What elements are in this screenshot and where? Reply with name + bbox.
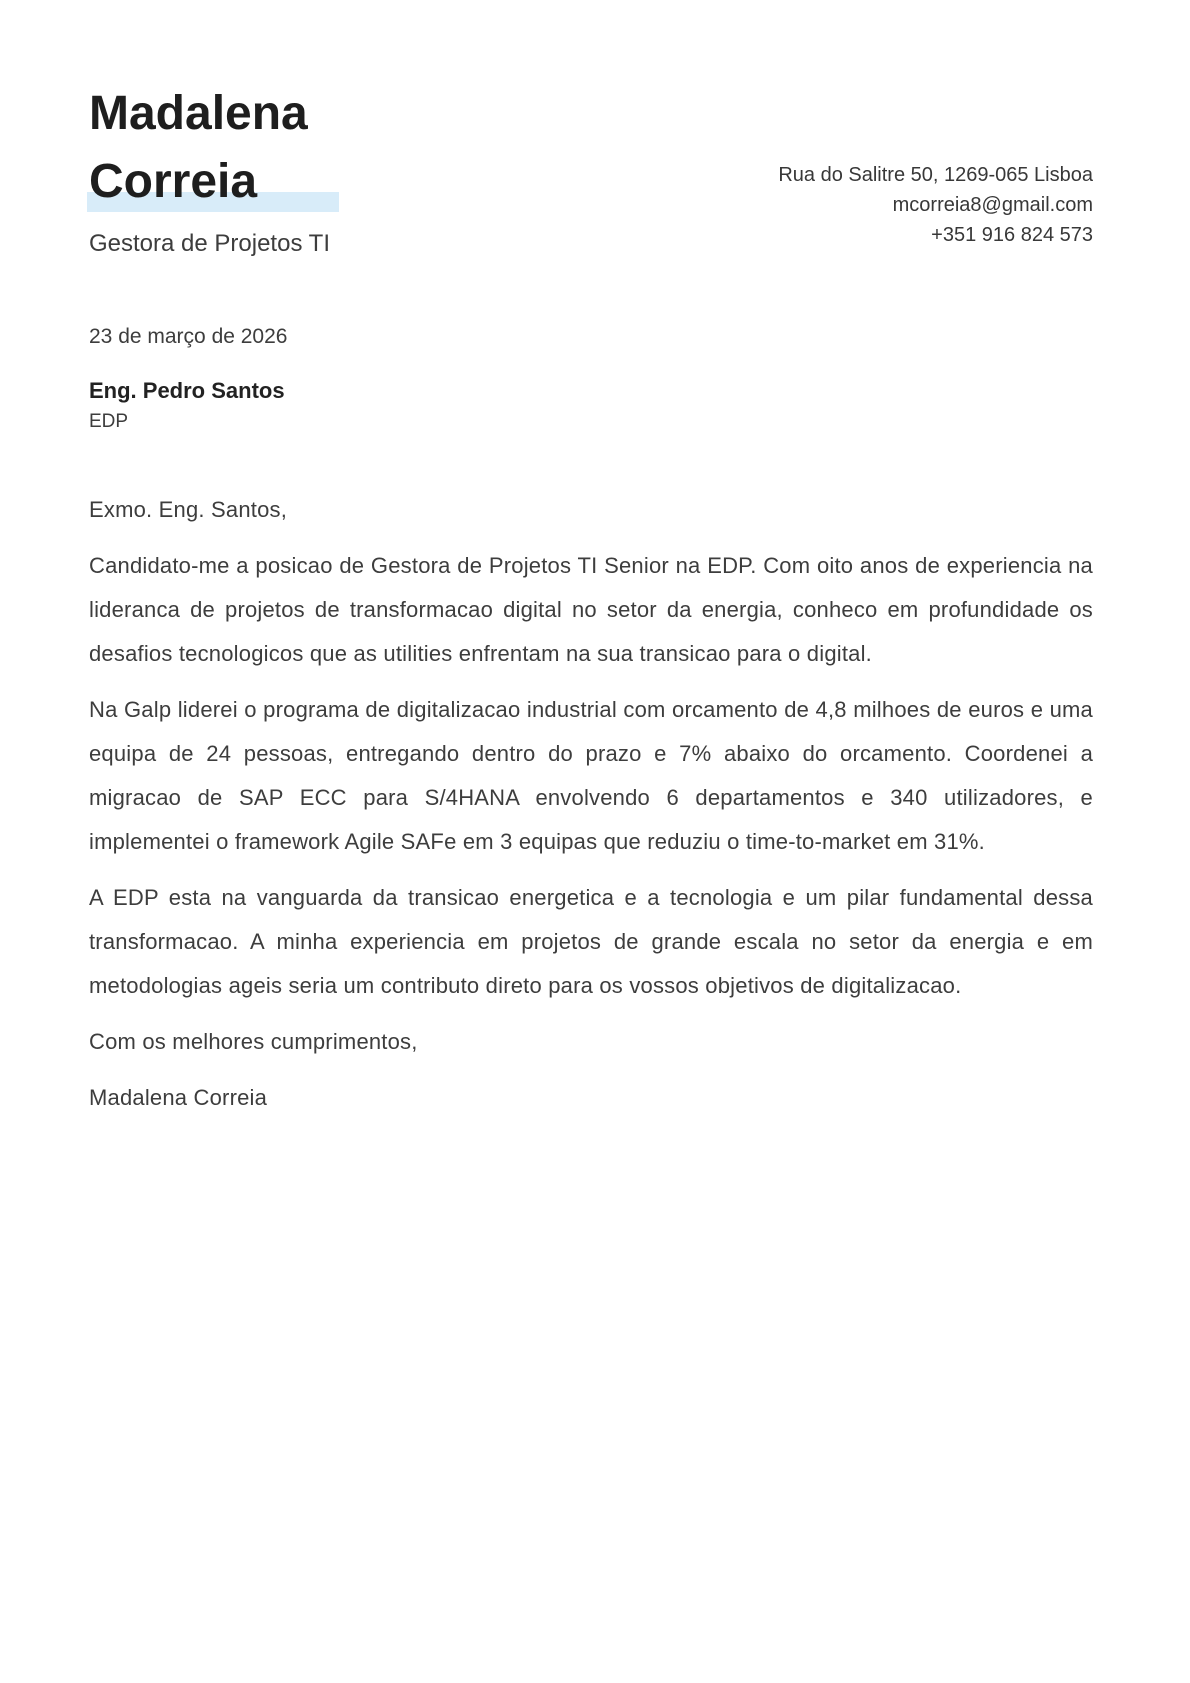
contact-address: Rua do Salitre 50, 1269-065 Lisboa	[778, 164, 1093, 186]
letter-main	[89, 324, 1093, 1120]
person-first-name: Madalena	[89, 87, 308, 140]
job-title: Gestora de Projetos TI	[89, 230, 331, 257]
letter-header	[89, 60, 1093, 260]
name-block	[89, 60, 330, 260]
contact-email: mcorreia8@gmail.com	[892, 194, 1093, 216]
letter-body	[89, 488, 1093, 1120]
paragraph-2: Na Galp liderei o programa de digitalizacao industrial com orcamento de 4,8 milhoes de euros e uma equipa de 24 pessoas, entregando dentro do prazo e 7% abaixo do orcamento. Coordenei a migracao de SAP ECC para S/4HANA envolvendo 6 departamentos e 340 utilizadores, e implementei o framework Agile SAFe em 3 equipas que reduziu o time-to-market em 31%.	[89, 697, 1093, 854]
recipient-block	[89, 376, 1093, 435]
contact-info	[778, 160, 1093, 250]
person-name	[89, 80, 330, 216]
person-last-name-wrap	[89, 148, 257, 216]
signature: Madalena Correia	[89, 1085, 268, 1110]
recipient-company: EDP	[89, 411, 129, 432]
paragraph-3: A EDP esta na vanguarda da transicao energetica e a tecnologia e um pilar fundamental dessa transformacao. A minha experiencia em projetos de grande escala no setor da energia e em metodologias ageis seria um contributo direto para os vossos objetivos de digitalizacao.	[89, 885, 1093, 998]
paragraph-1: Candidato-me a posicao de Gestora de Projetos TI Senior na EDP. Com oito anos de experiencia na lideranca de projetos de transformacao digital no setor da energia, conheco em profundidade os desafios tecnologicos que as utilities enfrentam na sua transicao para o digital.	[89, 553, 1093, 666]
salutation: Exmo. Eng. Santos,	[89, 497, 288, 522]
contact-phone: +351 916 824 573	[931, 224, 1093, 246]
closing: Com os melhores cumprimentos,	[89, 1029, 418, 1054]
person-last-name: Correia	[89, 155, 258, 208]
letter-date: 23 de março de 2026	[89, 325, 288, 348]
recipient-name: Eng. Pedro Santos	[89, 378, 285, 403]
